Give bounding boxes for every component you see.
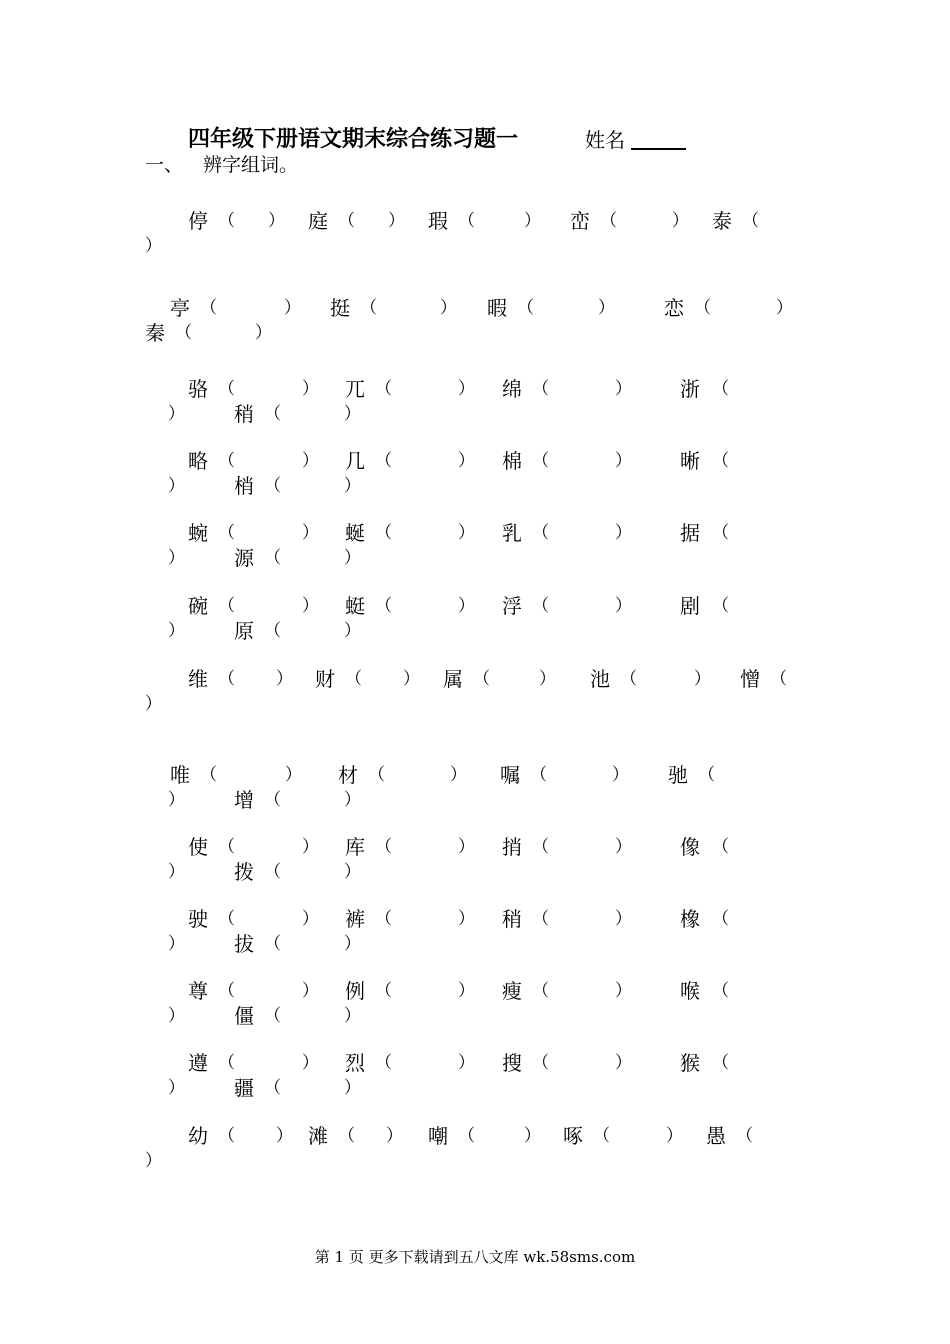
paren-close: ） [344, 1078, 361, 1098]
word-char: 财 [315, 667, 335, 691]
word-char: 橡 [680, 907, 700, 931]
paren-open: （ [532, 909, 549, 929]
paren-open: （ [264, 548, 281, 568]
word-char: 愚 [706, 1124, 726, 1148]
word-char: 拔 [234, 932, 254, 956]
word-char: 滩 [308, 1124, 328, 1148]
word-char: 嘱 [500, 763, 520, 787]
word-char: 喉 [680, 979, 700, 1003]
word-char: 瘦 [502, 979, 522, 1003]
paren-open: （ [532, 451, 549, 471]
paren-close: ） [168, 476, 185, 496]
paren-close: ） [145, 694, 162, 714]
paren-close: ） [168, 934, 185, 954]
paren-open: （ [742, 211, 759, 231]
paren-open: （ [218, 1053, 235, 1073]
word-char: 幼 [188, 1124, 208, 1148]
word-char: 像 [680, 835, 700, 859]
word-char: 蜓 [345, 594, 365, 618]
word-char: 烈 [345, 1051, 365, 1075]
paren-close: ） [458, 523, 475, 543]
answer-blank[interactable] [236, 1051, 302, 1075]
paren-close: ） [168, 862, 185, 882]
paren-close: ） [302, 837, 319, 857]
word-char: 稍 [234, 402, 254, 426]
paren-close: ） [168, 404, 185, 424]
paren-open: （ [712, 1053, 729, 1073]
answer-blank[interactable] [618, 209, 672, 233]
answer-blank[interactable] [476, 209, 524, 233]
paren-open: （ [694, 298, 711, 318]
paren-open: （ [712, 523, 729, 543]
word-char: 嘲 [428, 1124, 448, 1148]
answer-blank[interactable] [393, 377, 458, 401]
paren-close: ） [302, 981, 319, 1001]
word-char: 蜒 [345, 521, 365, 545]
word-char: 僵 [234, 1004, 254, 1028]
word-char: 晰 [680, 449, 700, 473]
answer-blank[interactable] [236, 667, 276, 691]
paren-open: （ [712, 379, 729, 399]
paren-open: （ [264, 621, 281, 641]
paren-close: ） [276, 1126, 293, 1146]
paren-close: ） [612, 765, 629, 785]
paren-open: （ [264, 934, 281, 954]
page-title: 四年级下册语文期末综合练习题一 [188, 127, 519, 152]
section-title: 辨字组词。 [203, 154, 299, 176]
paren-open: （ [517, 298, 534, 318]
paren-open: （ [218, 1126, 235, 1146]
answer-blank[interactable] [236, 209, 268, 233]
paren-close: ） [672, 211, 689, 231]
paren-close: ） [403, 669, 420, 689]
answer-blank[interactable] [550, 521, 615, 545]
answer-blank[interactable] [356, 209, 388, 233]
answer-blank[interactable] [393, 979, 458, 1003]
answer-blank[interactable] [611, 1124, 666, 1148]
paren-close: ） [344, 548, 361, 568]
paren-open: （ [532, 379, 549, 399]
paren-open: （ [375, 909, 392, 929]
word-char: 疆 [234, 1076, 254, 1100]
paren-open: （ [218, 379, 235, 399]
word-char: 挺 [330, 296, 350, 320]
paren-open: （ [712, 596, 729, 616]
paren-open: （ [345, 669, 362, 689]
answer-blank[interactable] [386, 763, 450, 787]
word-char: 库 [345, 835, 365, 859]
paren-close: ） [598, 298, 615, 318]
paren-open: （ [375, 379, 392, 399]
name-label: 姓名 [585, 128, 625, 152]
word-char: 增 [234, 788, 254, 812]
paren-open: （ [218, 909, 235, 929]
paren-open: （ [218, 211, 235, 231]
paren-open: （ [218, 669, 235, 689]
name-blank-line[interactable] [631, 148, 686, 150]
answer-blank[interactable] [193, 321, 255, 345]
paren-open: （ [200, 765, 217, 785]
word-char: 源 [234, 546, 254, 570]
word-char: 据 [680, 521, 700, 545]
paren-close: ） [344, 790, 361, 810]
paren-close: ） [388, 211, 405, 231]
paren-close: ） [776, 298, 793, 318]
word-char: 庭 [308, 209, 328, 233]
paren-open: （ [338, 1126, 355, 1146]
paren-open: （ [375, 451, 392, 471]
word-char: 泰 [712, 209, 732, 233]
paren-open: （ [375, 837, 392, 857]
paren-open: （ [458, 211, 475, 231]
answer-blank[interactable] [393, 907, 458, 931]
paren-close: ） [615, 837, 632, 857]
answer-blank[interactable] [218, 296, 284, 320]
paren-close: ） [168, 1006, 185, 1026]
answer-blank[interactable] [236, 1124, 276, 1148]
answer-blank[interactable] [548, 763, 612, 787]
paren-open: （ [360, 298, 377, 318]
paren-open: （ [218, 981, 235, 1001]
paren-open: （ [200, 298, 217, 318]
paren-close: ） [615, 523, 632, 543]
paren-open: （ [620, 669, 637, 689]
answer-blank[interactable] [282, 474, 344, 498]
word-char: 瑕 [428, 209, 448, 233]
answer-blank[interactable] [535, 296, 598, 320]
word-char: 略 [188, 449, 208, 473]
word-char: 驰 [668, 763, 688, 787]
paren-open: （ [264, 1006, 281, 1026]
paren-close: ） [344, 476, 361, 496]
answer-blank[interactable] [236, 521, 302, 545]
word-char: 唯 [170, 763, 190, 787]
answer-blank[interactable] [491, 667, 539, 691]
paren-close: ） [386, 1126, 403, 1146]
paren-open: （ [264, 862, 281, 882]
paren-close: ） [458, 981, 475, 1001]
paren-close: ） [302, 523, 319, 543]
word-char: 捎 [502, 835, 522, 859]
word-char: 遵 [188, 1051, 208, 1075]
paren-close: ） [615, 981, 632, 1001]
answer-blank[interactable] [282, 546, 344, 570]
answer-blank[interactable] [236, 377, 302, 401]
paren-open: （ [375, 981, 392, 1001]
answer-blank[interactable] [236, 979, 302, 1003]
paren-close: ） [284, 298, 301, 318]
word-char: 维 [188, 667, 208, 691]
answer-blank[interactable] [393, 835, 458, 859]
answer-blank[interactable] [638, 667, 694, 691]
word-char: 材 [338, 763, 358, 787]
answer-blank[interactable] [393, 594, 458, 618]
paren-open: （ [712, 837, 729, 857]
paren-close: ） [694, 669, 711, 689]
word-char: 驶 [188, 907, 208, 931]
paren-open: （ [600, 211, 617, 231]
answer-blank[interactable] [378, 296, 440, 320]
paren-close: ） [145, 236, 162, 256]
paren-close: ） [524, 211, 541, 231]
paren-open: （ [473, 669, 490, 689]
paren-open: （ [368, 765, 385, 785]
answer-blank[interactable] [550, 835, 615, 859]
paren-open: （ [712, 981, 729, 1001]
paren-close: ） [145, 1151, 162, 1171]
answer-blank[interactable] [282, 619, 344, 643]
answer-blank[interactable] [282, 402, 344, 426]
paren-open: （ [712, 909, 729, 929]
paren-open: （ [218, 837, 235, 857]
paren-close: ） [344, 1006, 361, 1026]
word-char: 使 [188, 835, 208, 859]
answer-blank[interactable] [282, 1076, 344, 1100]
paren-open: （ [175, 323, 192, 343]
paren-close: ） [168, 1078, 185, 1098]
paren-close: ） [168, 621, 185, 641]
paren-close: ） [615, 596, 632, 616]
word-char: 蜿 [188, 521, 208, 545]
paren-open: （ [770, 669, 787, 689]
paren-close: ） [302, 379, 319, 399]
paren-close: ） [168, 548, 185, 568]
paren-open: （ [375, 523, 392, 543]
paren-close: ） [268, 211, 285, 231]
answer-blank[interactable] [356, 1124, 386, 1148]
word-char: 拨 [234, 860, 254, 884]
paren-close: ） [458, 909, 475, 929]
paren-open: （ [532, 523, 549, 543]
word-char: 兀 [345, 377, 365, 401]
word-char: 骆 [188, 377, 208, 401]
answer-blank[interactable] [282, 1004, 344, 1028]
answer-blank[interactable] [236, 835, 302, 859]
paren-close: ） [285, 765, 302, 785]
paren-open: （ [712, 451, 729, 471]
paren-close: ） [440, 298, 457, 318]
paren-open: （ [375, 596, 392, 616]
paren-close: ） [344, 862, 361, 882]
paren-close: ） [168, 790, 185, 810]
answer-blank[interactable] [282, 932, 344, 956]
paren-open: （ [593, 1126, 610, 1146]
word-char: 裤 [345, 907, 365, 931]
paren-open: （ [532, 596, 549, 616]
paren-open: （ [218, 523, 235, 543]
paren-open: （ [218, 451, 235, 471]
paren-close: ） [666, 1126, 683, 1146]
answer-blank[interactable] [550, 1051, 615, 1075]
word-char: 亭 [170, 296, 190, 320]
paren-open: （ [264, 476, 281, 496]
paren-open: （ [530, 765, 547, 785]
paren-open: （ [736, 1126, 753, 1146]
section-heading [145, 150, 298, 177]
paren-close: ） [344, 934, 361, 954]
section-number: 一、 [145, 154, 184, 176]
paren-open: （ [532, 981, 549, 1001]
answer-blank[interactable] [393, 1051, 458, 1075]
paren-close: ） [615, 379, 632, 399]
paren-open: （ [264, 790, 281, 810]
paren-close: ） [615, 1053, 632, 1073]
word-char: 绵 [502, 377, 522, 401]
paren-close: ） [458, 837, 475, 857]
word-char: 池 [590, 667, 610, 691]
paren-close: ） [344, 404, 361, 424]
paren-close: ） [450, 765, 467, 785]
paren-open: （ [375, 1053, 392, 1073]
paren-open: （ [458, 1126, 475, 1146]
word-char: 棉 [502, 449, 522, 473]
paren-open: （ [264, 404, 281, 424]
word-char: 浙 [680, 377, 700, 401]
answer-blank[interactable] [282, 788, 344, 812]
paren-open: （ [698, 765, 715, 785]
paren-close: ） [615, 909, 632, 929]
word-char: 峦 [570, 209, 590, 233]
paren-close: ） [276, 669, 293, 689]
word-char: 稍 [502, 907, 522, 931]
paren-close: ） [539, 669, 556, 689]
paren-close: ） [458, 1053, 475, 1073]
paren-open: （ [532, 837, 549, 857]
answer-blank[interactable] [550, 449, 615, 473]
word-char: 尊 [188, 979, 208, 1003]
word-char: 恋 [664, 296, 684, 320]
word-char: 啄 [563, 1124, 583, 1148]
paren-open: （ [532, 1053, 549, 1073]
word-char: 剧 [680, 594, 700, 618]
answer-blank[interactable] [236, 594, 302, 618]
paren-close: ） [302, 596, 319, 616]
word-char: 几 [345, 449, 365, 473]
paren-open: （ [218, 596, 235, 616]
word-char: 碗 [188, 594, 208, 618]
answer-blank[interactable] [282, 860, 344, 884]
word-char: 浮 [502, 594, 522, 618]
word-char: 憎 [740, 667, 760, 691]
paren-close: ） [458, 379, 475, 399]
paren-close: ） [302, 1053, 319, 1073]
word-char: 秦 [145, 321, 165, 345]
word-char: 梢 [234, 474, 254, 498]
word-char: 原 [234, 619, 254, 643]
paren-close: ） [615, 451, 632, 471]
answer-blank[interactable] [363, 667, 403, 691]
answer-blank[interactable] [393, 521, 458, 545]
word-char: 暇 [487, 296, 507, 320]
answer-blank[interactable] [550, 907, 615, 931]
paren-close: ） [302, 909, 319, 929]
word-char: 停 [188, 209, 208, 233]
answer-blank[interactable] [550, 594, 615, 618]
page-footer: 第 1 页 更多下载请到五八文库 wk.58sms.com [314, 1248, 636, 1266]
answer-blank[interactable] [236, 449, 302, 473]
answer-blank[interactable] [393, 449, 458, 473]
word-char: 搜 [502, 1051, 522, 1075]
paren-close: ） [302, 451, 319, 471]
paren-close: ） [344, 621, 361, 641]
paren-open: （ [338, 211, 355, 231]
answer-blank[interactable] [236, 907, 302, 931]
paren-close: ） [255, 323, 272, 343]
answer-blank[interactable] [550, 377, 615, 401]
answer-blank[interactable] [550, 979, 615, 1003]
paren-close: ） [458, 451, 475, 471]
word-char: 猴 [680, 1051, 700, 1075]
word-char: 属 [443, 667, 463, 691]
paren-close: ） [524, 1126, 541, 1146]
answer-blank[interactable] [712, 296, 776, 320]
answer-blank[interactable] [218, 763, 285, 787]
paren-open: （ [264, 1078, 281, 1098]
paren-close: ） [458, 596, 475, 616]
answer-blank[interactable] [476, 1124, 524, 1148]
word-char: 例 [345, 979, 365, 1003]
word-char: 乳 [502, 521, 522, 545]
